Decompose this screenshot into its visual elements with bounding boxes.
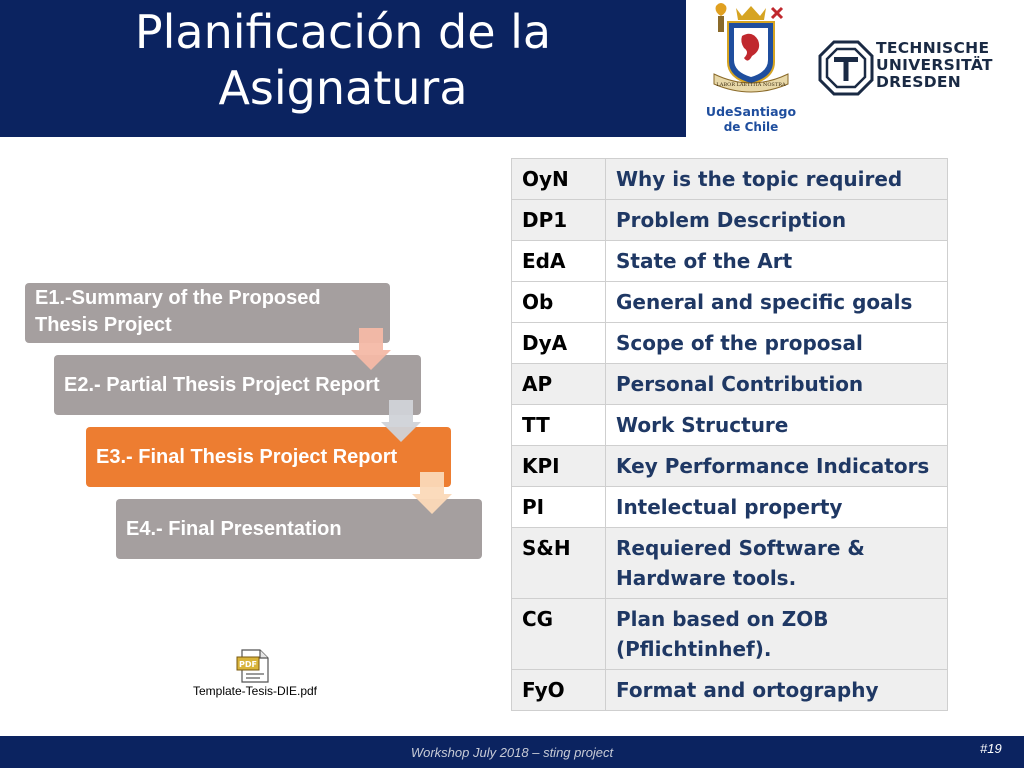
- process-step-1: [25, 283, 390, 343]
- table-row: [512, 364, 948, 405]
- row-code: KPI: [512, 446, 606, 487]
- row-code: DP1: [512, 200, 606, 241]
- table-row: [512, 446, 948, 487]
- row-code: OyN: [512, 159, 606, 200]
- tud-line-2: UNIVERSITÄT: [876, 56, 993, 74]
- arrow-down-icon: [351, 328, 391, 370]
- table-row: [512, 670, 948, 711]
- row-description: Why is the topic required: [606, 159, 948, 200]
- usach-name: UdeSantiago: [706, 104, 796, 119]
- row-code: CG: [512, 599, 606, 670]
- slide-title: [0, 4, 686, 116]
- row-description: Requiered Software & Hardware tools.: [606, 528, 948, 599]
- footer-text: Workshop July 2018 – sting project: [410, 745, 614, 760]
- row-description: Scope of the proposal: [606, 323, 948, 364]
- tud-line-1: TECHNISCHE: [876, 39, 990, 57]
- row-code: DyA: [512, 323, 606, 364]
- tud-wordmark: [876, 40, 993, 91]
- row-description: General and specific goals: [606, 282, 948, 323]
- title-line-1: Planificación de la: [134, 5, 552, 59]
- table-row: [512, 323, 948, 364]
- title-line-2: Asignatura: [218, 61, 468, 115]
- row-code: Ob: [512, 282, 606, 323]
- table-row: [512, 200, 948, 241]
- table-row: [512, 159, 948, 200]
- step-label: E3.- Final Thesis Project Report: [96, 445, 398, 468]
- step-label: E2.- Partial Thesis Project Report: [64, 373, 380, 396]
- step-label: E1.-Summary of the Proposed Thesis Project: [35, 287, 321, 336]
- row-code: PI: [512, 487, 606, 528]
- tud-emblem-icon: [818, 40, 874, 96]
- pdf-file-icon[interactable]: [236, 648, 270, 684]
- table-row: [512, 405, 948, 446]
- row-code: AP: [512, 364, 606, 405]
- pdf-badge: PDF: [239, 660, 257, 669]
- table-row: [512, 241, 948, 282]
- step-label: E4.- Final Presentation: [126, 517, 342, 540]
- table-row: [512, 599, 948, 670]
- deliverable-code-table: [511, 158, 948, 711]
- attachment-filename[interactable]: Template-Tesis-DIE.pdf: [192, 684, 318, 698]
- row-code: FyO: [512, 670, 606, 711]
- row-description: Format and ortography: [606, 670, 948, 711]
- row-description: Intelectual property: [606, 487, 948, 528]
- table-row: [512, 282, 948, 323]
- row-code: EdA: [512, 241, 606, 282]
- row-description: State of the Art: [606, 241, 948, 282]
- row-description: Key Performance Indicators: [606, 446, 948, 487]
- usach-motto: LABOR LAETITIA NOSTRA: [716, 82, 786, 88]
- table-row: [512, 528, 948, 599]
- usach-logo: [706, 2, 796, 136]
- row-description: Plan based on ZOB (Pflichtinhef).: [606, 599, 948, 670]
- row-code: S&H: [512, 528, 606, 599]
- page-number: #19: [980, 741, 1002, 756]
- table-row: [512, 487, 948, 528]
- tud-line-3: DRESDEN: [876, 73, 962, 91]
- arrow-down-icon: [412, 472, 452, 514]
- row-description: Work Structure: [606, 405, 948, 446]
- arrow-down-icon: [381, 400, 421, 442]
- row-description: Personal Contribution: [606, 364, 948, 405]
- usach-subname: de Chile: [723, 120, 779, 134]
- row-code: TT: [512, 405, 606, 446]
- row-description: Problem Description: [606, 200, 948, 241]
